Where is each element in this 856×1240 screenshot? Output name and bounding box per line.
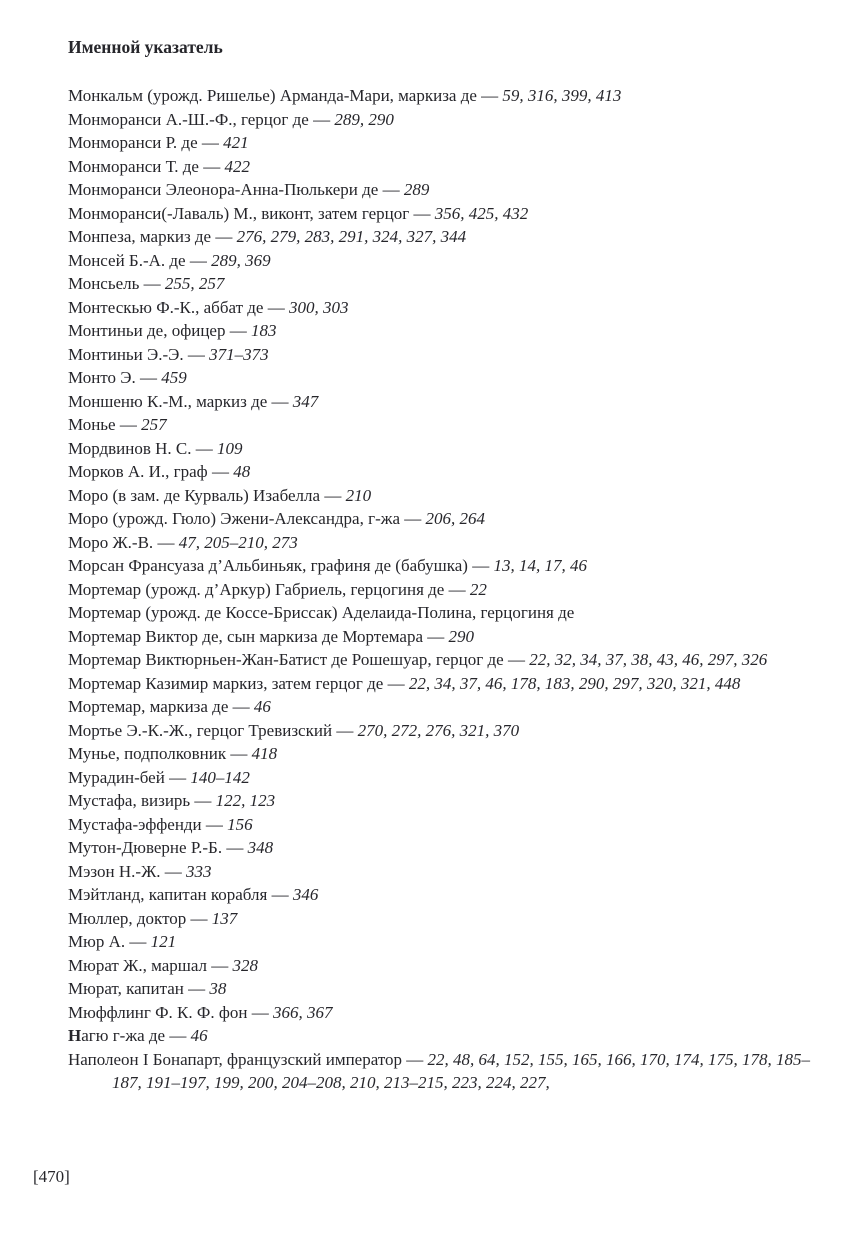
- index-entry: [68, 1024, 816, 1048]
- entry-page-numbers: 371–373: [209, 344, 269, 364]
- entry-name: Монморанси(-Лаваль) М., виконт, затем герцог: [68, 203, 410, 223]
- em-dash-separator: —: [207, 955, 233, 975]
- entry-name: Мортемар, маркиза де: [68, 697, 229, 716]
- index-entry: [68, 977, 816, 1001]
- em-dash-separator: —: [423, 626, 449, 646]
- index-entry: [68, 249, 816, 273]
- index-entry: [68, 460, 816, 484]
- entry-page-numbers: 348: [247, 838, 274, 857]
- index-entry: [68, 625, 816, 649]
- entry-page-numbers: 206, 264: [425, 509, 486, 528]
- index-entry: [68, 390, 816, 414]
- index-entry: [68, 719, 816, 743]
- entry-page-numbers: 22, 32, 34, 37, 38, 43, 46, 297, 326: [529, 650, 768, 669]
- entry-name: Мюллер, доктор: [68, 908, 187, 928]
- entry-page-numbers: 122, 123: [215, 791, 276, 810]
- em-dash-separator: —: [263, 297, 289, 317]
- entry-page-numbers: 121: [150, 932, 177, 951]
- entry-page-numbers: 48: [233, 462, 251, 481]
- entry-page-numbers: 300, 303: [288, 297, 349, 317]
- em-dash-separator: —: [503, 650, 530, 669]
- index-entry: [68, 437, 816, 461]
- running-header: Именной указатель: [68, 37, 223, 57]
- em-dash-separator: —: [125, 932, 151, 951]
- index-entry: [68, 930, 816, 954]
- em-dash-separator: —: [211, 227, 237, 246]
- index-entry: [68, 225, 816, 249]
- entry-page-numbers: 47, 205–210, 273: [178, 532, 298, 552]
- entry-page-numbers: 290: [448, 626, 474, 646]
- entry-name: Монтиньи де, офицер: [68, 321, 226, 340]
- entry-name: Мустафа, визирь: [68, 791, 191, 810]
- index-entry: [68, 766, 816, 790]
- entry-page-numbers: 13, 14, 17, 46: [493, 556, 587, 575]
- entry-name: Монсей Б.-А. де: [68, 250, 186, 270]
- em-dash-separator: —: [320, 485, 346, 505]
- entry-name: Мэйтланд, капитан корабля: [68, 885, 268, 904]
- entry-name: Монморанси А.-Ш.-Ф., герцог де: [68, 109, 309, 129]
- entry-page-numbers: 140–142: [190, 767, 250, 787]
- entry-page-numbers: 46: [253, 697, 271, 716]
- index-entry: [68, 578, 816, 602]
- em-dash-separator: —: [153, 532, 179, 552]
- em-dash-separator: —: [267, 391, 293, 411]
- entry-page-numbers: 356, 425, 432: [434, 203, 529, 223]
- entry-name: Моро (урожд. Гюло) Эжени-Александра, г-жа: [68, 509, 401, 528]
- entry-name: Монпеза, маркиз де: [68, 227, 212, 246]
- entry-page-numbers: 333: [186, 861, 212, 881]
- index-entry: [68, 648, 816, 672]
- em-dash-separator: —: [198, 156, 225, 176]
- index-list: [68, 84, 816, 1095]
- index-entry: [68, 954, 816, 978]
- entry-name: Морсан Франсуаза д’Альбиньяк, графиня де (бабушка): [68, 556, 468, 575]
- em-dash-separator: —: [228, 697, 254, 716]
- entry-name: Моро (в зам. де Курваль) Изабелла: [68, 485, 321, 505]
- index-entry: [68, 178, 816, 202]
- entry-page-numbers: 257: [141, 415, 167, 434]
- index-entry: [68, 108, 816, 132]
- entry-name: Монморанси Р. де: [68, 133, 198, 152]
- entry-name: Наполеон I Бонапарт, французский император: [68, 1049, 403, 1069]
- entry-page-numbers: 289, 290: [334, 109, 394, 129]
- index-entry: [68, 742, 816, 766]
- entry-page-numbers: 422: [224, 156, 250, 176]
- index-entry: [68, 272, 816, 296]
- entry-page-numbers: 347: [292, 391, 319, 411]
- index-entry: [68, 860, 816, 884]
- entry-page-numbers: 289: [403, 180, 430, 199]
- index-entry: [68, 672, 816, 696]
- em-dash-separator: —: [476, 86, 503, 105]
- entry-name: Монто Э.: [68, 368, 136, 387]
- em-dash-separator: —: [207, 462, 234, 481]
- entry-page-numbers: 156: [227, 814, 253, 834]
- entry-name: Монморанси Элеонора-Анна-Пюлькери де: [68, 180, 379, 199]
- em-dash-separator: —: [378, 180, 404, 199]
- em-dash-separator: —: [308, 109, 335, 129]
- index-entry: [68, 695, 816, 719]
- em-dash-separator: —: [185, 250, 212, 270]
- em-dash-separator: —: [247, 1002, 273, 1022]
- entry-page-numbers: 346: [292, 885, 319, 904]
- entry-page-numbers: 22, 34, 37, 46, 178, 183, 290, 297, 320, 321, 448: [408, 673, 741, 693]
- entry-page-numbers: 255, 257: [164, 274, 225, 293]
- entry-name: Монтиньи Э.-Э.: [68, 344, 184, 364]
- em-dash-separator: —: [197, 133, 224, 152]
- entry-name: Монье: [68, 415, 116, 434]
- entry-page-numbers: 289, 369: [211, 250, 271, 270]
- entry-name: Монтескью Ф.-К., аббат де: [68, 297, 264, 317]
- index-entry: [68, 789, 816, 813]
- em-dash-separator: —: [186, 908, 212, 928]
- em-dash-separator: —: [226, 744, 252, 763]
- entry-page-numbers: 59, 316, 399, 413: [502, 86, 622, 105]
- entry-name: Монморанси Т. де: [68, 156, 199, 176]
- entry-name: Мортье Э.-К.-Ж., герцог Тревизский: [68, 720, 333, 740]
- entry-page-numbers: 109: [216, 438, 243, 458]
- entry-name: Мюрат, капитан: [68, 979, 184, 998]
- index-entry: [68, 554, 816, 578]
- index-entry: [68, 155, 816, 179]
- index-entry: [68, 202, 816, 226]
- entry-name: Мортемар (урожд. д’Аркур) Габриель, герцогиня де: [68, 579, 445, 599]
- em-dash-separator: —: [183, 979, 210, 998]
- em-dash-separator: —: [115, 415, 142, 434]
- index-entry: [68, 813, 816, 837]
- em-dash-separator: —: [135, 368, 162, 387]
- entry-page-numbers: 137: [211, 908, 238, 928]
- index-entry: [68, 1001, 816, 1025]
- entry-page-numbers: 22, 48, 64, 152, 155, 165, 166, 170, 174, 175, 178, 185–187, 191–197, 199, 200, 204–208, 210, 213–215, 223, 224, 227,: [112, 1049, 811, 1092]
- entry-page-numbers: 421: [223, 133, 249, 152]
- index-entry: [68, 84, 816, 108]
- em-dash-separator: —: [183, 344, 210, 364]
- entry-name: Мортемар Виктор де, сын маркиза де Мортемара: [68, 626, 423, 646]
- em-dash-separator: —: [165, 1026, 191, 1045]
- em-dash-separator: —: [225, 321, 251, 340]
- entry-name: Мордвинов Н. С.: [68, 438, 192, 458]
- entry-name: Мунье, подполковник: [68, 744, 227, 763]
- entry-name: Мюр А.: [68, 932, 126, 951]
- index-entry: [68, 836, 816, 860]
- em-dash-separator: —: [467, 556, 494, 575]
- index-entry: [68, 366, 816, 390]
- entry-name: Мурадин-бей: [68, 767, 165, 787]
- index-entry: [68, 507, 816, 531]
- em-dash-separator: —: [332, 720, 358, 740]
- index-entry: [68, 296, 816, 320]
- em-dash-separator: —: [402, 1049, 428, 1069]
- em-dash-separator: —: [160, 861, 187, 881]
- em-dash-separator: —: [383, 673, 409, 693]
- entry-name: Морков А. И., граф: [68, 462, 208, 481]
- entry-name: Моро Ж.-В.: [68, 532, 154, 552]
- index-entry: [68, 319, 816, 343]
- entry-page-numbers: 210: [345, 485, 372, 505]
- em-dash-separator: —: [190, 791, 216, 810]
- em-dash-separator: —: [164, 767, 191, 787]
- em-dash-separator: —: [201, 814, 228, 834]
- entry-page-numbers: 38: [209, 979, 227, 998]
- entry-page-numbers: 366, 367: [272, 1002, 333, 1022]
- em-dash-separator: —: [400, 509, 426, 528]
- entry-name: Мюффлинг Ф. К. Ф. фон: [68, 1002, 248, 1022]
- page-number-footer: [470]: [33, 1167, 70, 1186]
- index-entry: [68, 907, 816, 931]
- entry-name: Монсьель: [68, 274, 140, 293]
- index-entry: [68, 531, 816, 555]
- entry-page-numbers: 418: [251, 744, 278, 763]
- index-entry: [68, 883, 816, 907]
- entry-name: Мэзон Н.-Ж.: [68, 861, 161, 881]
- entry-name: Моншеню К.-М., маркиз де: [68, 391, 268, 411]
- entry-page-numbers: 276, 279, 283, 291, 324, 327, 344: [236, 227, 467, 246]
- index-entry: [68, 484, 816, 508]
- em-dash-separator: —: [191, 438, 217, 458]
- entry-page-numbers: 46: [190, 1026, 208, 1045]
- entry-name: Нагю г-жа де: [68, 1026, 166, 1045]
- em-dash-separator: —: [267, 885, 293, 904]
- index-entry: [68, 131, 816, 155]
- entry-name: Мюрат Ж., маршал: [68, 955, 208, 975]
- index-entry: [68, 413, 816, 437]
- index-entry: [68, 343, 816, 367]
- index-entry: [68, 601, 816, 625]
- entry-page-numbers: 328: [232, 955, 259, 975]
- entry-name: Мустафа-эффенди: [68, 814, 202, 834]
- entry-name: Монкальм (урожд. Ришелье) Арманда-Мари, маркиза де: [68, 86, 477, 105]
- index-entry: [68, 1048, 816, 1095]
- em-dash-separator: —: [222, 838, 248, 857]
- entry-page-numbers: 270, 272, 276, 321, 370: [357, 720, 520, 740]
- entry-name: Мортемар Казимир маркиз, затем герцог де: [68, 673, 384, 693]
- em-dash-separator: —: [409, 203, 435, 223]
- entry-page-numbers: 459: [161, 368, 187, 387]
- entry-name: Мутон-Дюверне Р.-Б.: [68, 838, 223, 857]
- em-dash-separator: —: [444, 579, 470, 599]
- entry-name: Мортемар (урожд. де Коссе-Бриссак) Аделаида-Полина, герцогиня де: [68, 603, 575, 622]
- entry-name: Мортемар Виктюрньен-Жан-Батист де Рошешуар, герцог де: [68, 650, 504, 669]
- entry-page-numbers: 183: [250, 321, 277, 340]
- entry-page-numbers: 22: [469, 579, 487, 599]
- em-dash-separator: —: [139, 274, 165, 293]
